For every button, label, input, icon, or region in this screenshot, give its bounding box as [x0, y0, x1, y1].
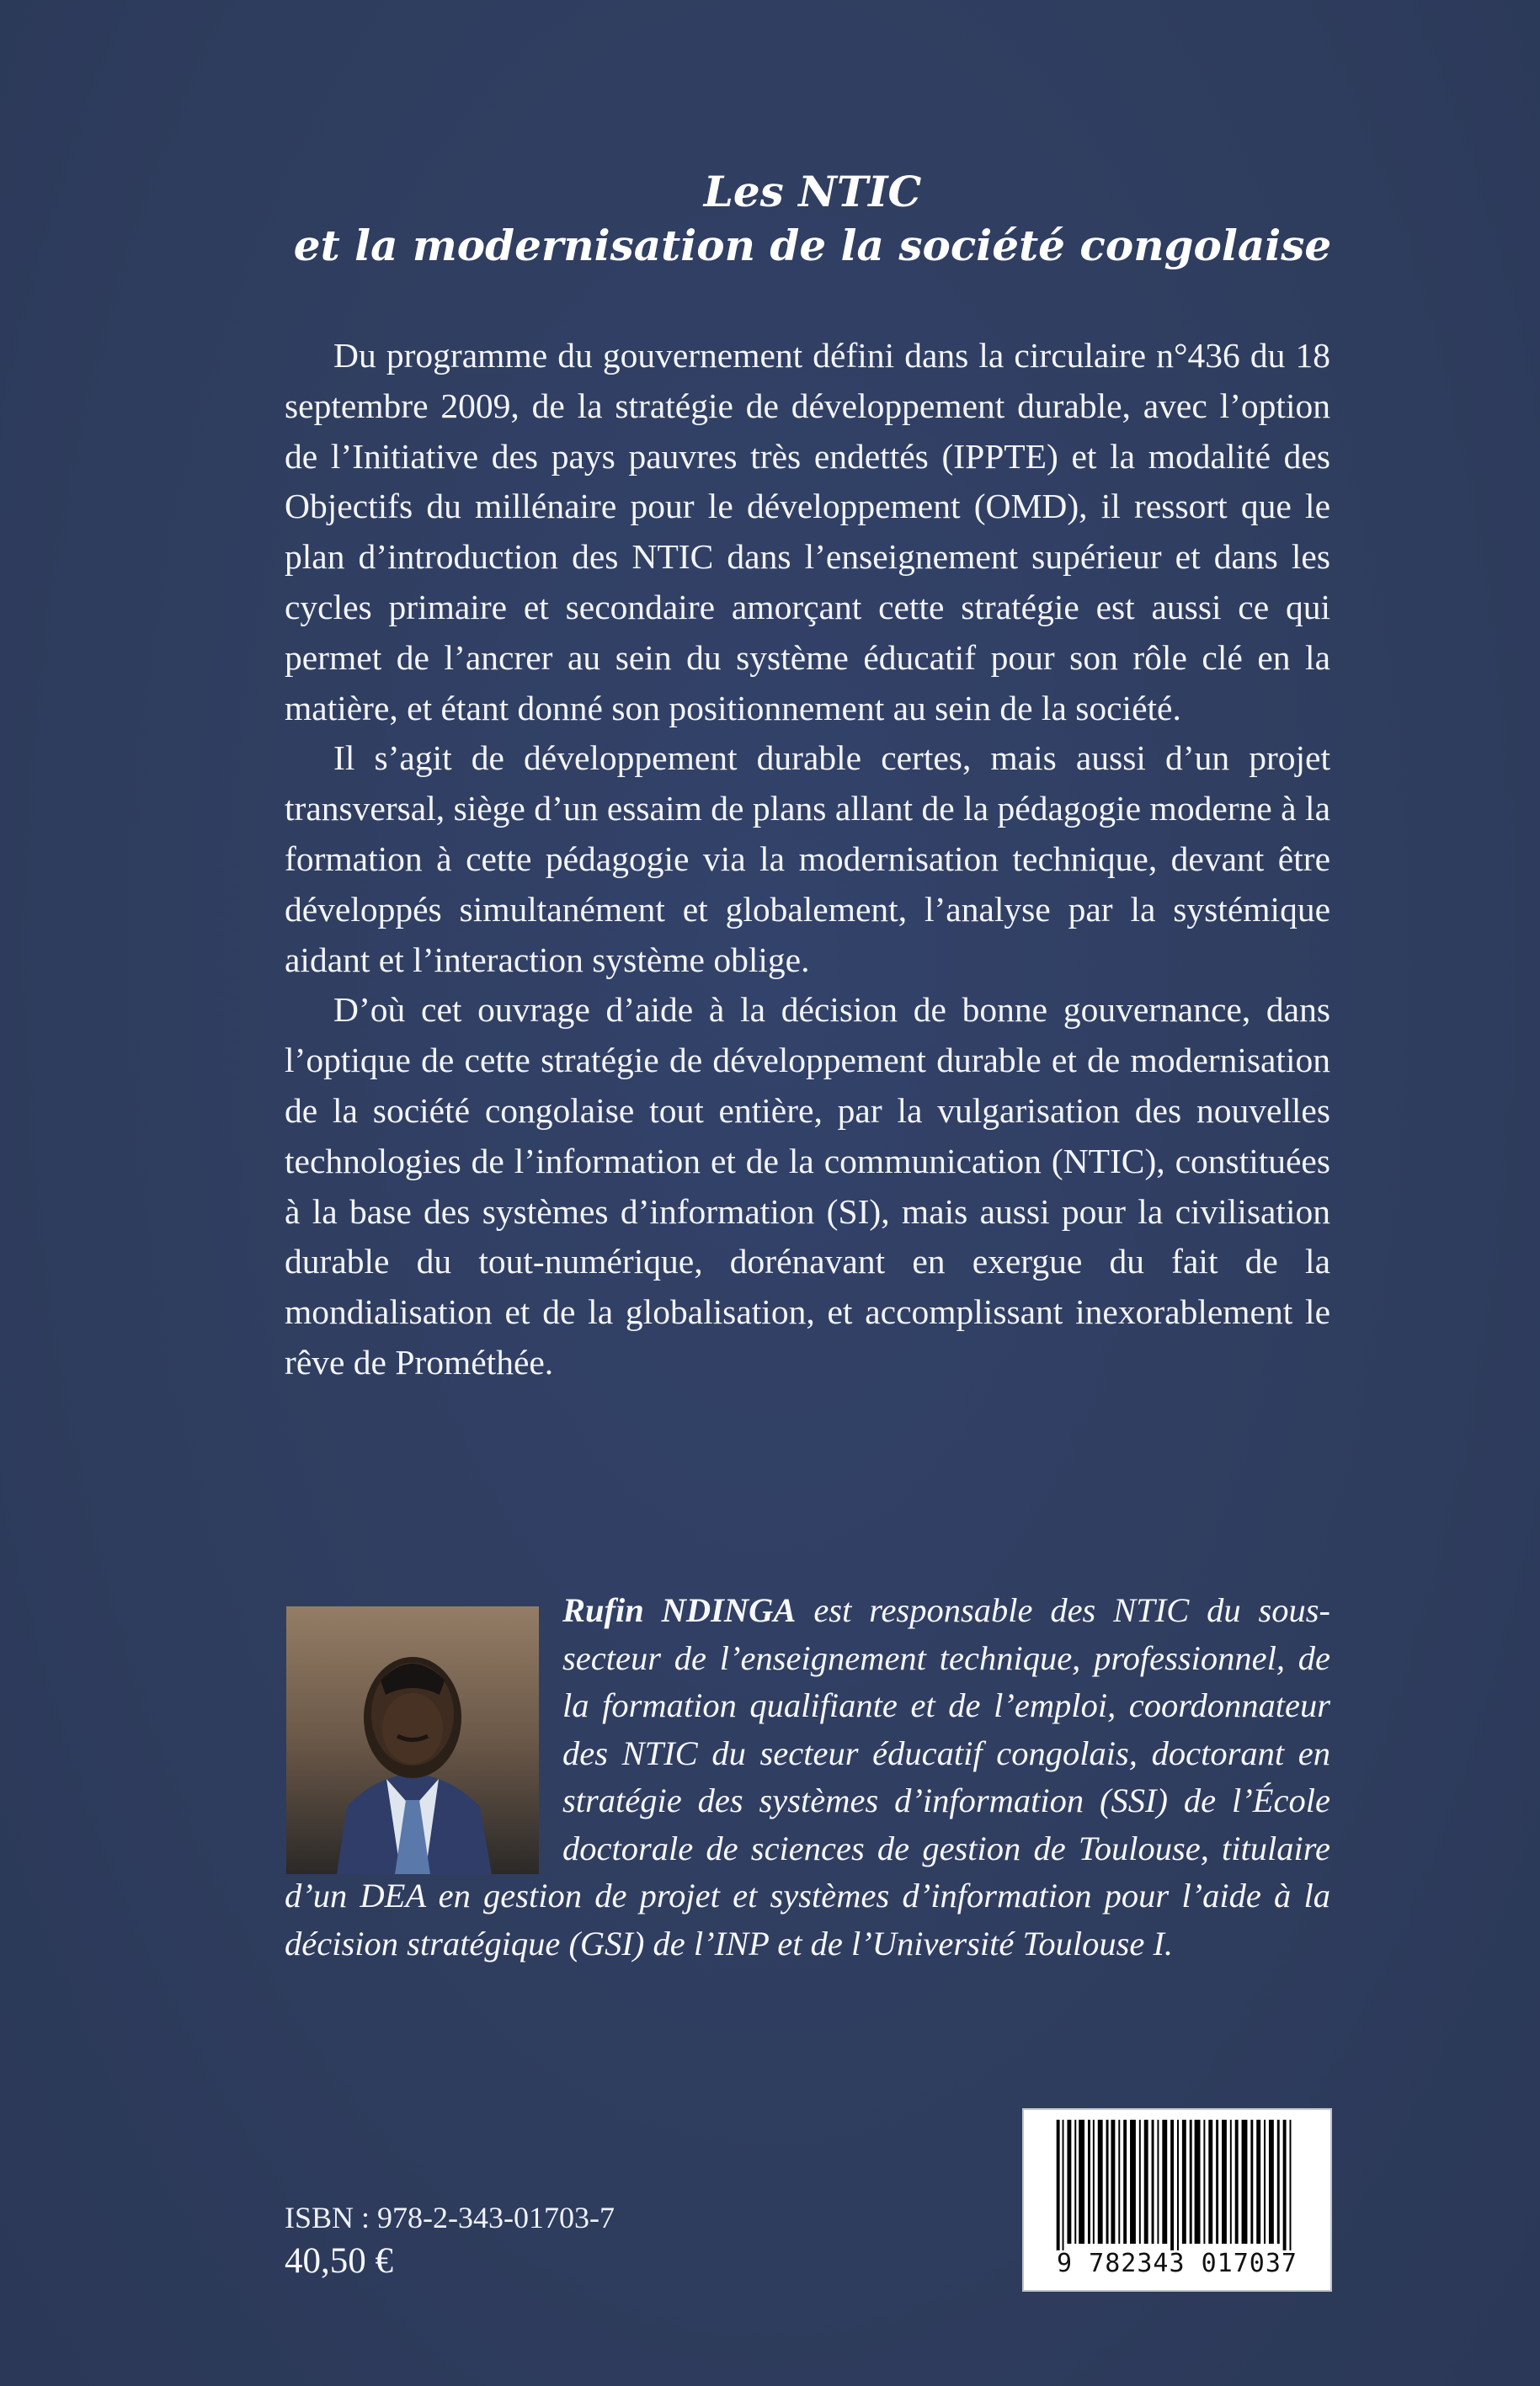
book-title — [152, 165, 1473, 273]
barcode-number: 9 782343 017037 — [1057, 2249, 1298, 2278]
book-summary — [285, 331, 1330, 1388]
book-title-line-1: Les NTIC — [703, 167, 922, 216]
author-name: Rufin NDINGA — [562, 1591, 797, 1629]
summary-paragraph-2: Il s’agit de développement durable certes, mais aussi d’un projet transversal, siège d’un essaim de plans allant de la pédagogie moderne à la formation à cette pédagogie via la modernisation technique, devant être développés simultanément et globalement, l’analyse par la systémique aidant et l’interaction système oblige. — [285, 738, 1330, 979]
summary-paragraph-1: Du programme du gouvernement défini dans la circulaire n°436 du 18 septembre 2009, de la stratégie de développement durable, avec l’option de l’Initiative des pays pauvres très endettés (IPPTE) et la modalité des Objectifs du millénaire pour le développement (OMD), il ressort que le plan d’introduction des NTIC dans l’enseignement supérieur et dans les cycles primaire et secondaire amorçant cette stratégie est aussi ce qui permet de l’ancrer au sein du système éducatif pour son rôle clé en la matière, et étant donné son positionnement au sein de la société. — [285, 336, 1330, 727]
isbn-text: ISBN : 978-2-343-01703-7 — [285, 2201, 615, 2234]
summary-paragraph-3: D’où cet ouvrage d’aide à la décision de bonne gouvernance, dans l’optique de cette stratégie de développement durable et de modernisation de la société congolaise tout entière, par la vulgarisation des nouvelles technologies de l’information et de la communication (NTIC), constituées à la base des systèmes d’information (SI), mais aussi pour la civilisation durable du tout-numérique, dorénavant en exergue du fait de la mondialisation et de la globalisation, et accomplissant inexorablement le rêve de Prométhée. — [285, 990, 1330, 1382]
isbn-barcode — [1022, 2108, 1332, 2292]
author-biography — [285, 1587, 1330, 1968]
author-bio-text: est responsable des NTIC du sous-secteur de l’enseignement technique, professionnel, de la formation qualifiante et de l’emploi, coordonnateur des NTIC du secteur éducatif congolais, doctorant en stratégie des systèmes d’information (SSI) de l’École doctorale de sciences de gestion de Toulouse, titulaire d’un DEA en gestion de projet et systèmes d’information pour l’aide à la décision stratégique (GSI) de l’INP et de l’Université Toulouse I. — [285, 1591, 1330, 1963]
price-text: 40,50 € — [285, 2241, 393, 2281]
book-title-line-2: et la modernisation de la société congolaise — [293, 221, 1332, 270]
author-photo-spacer — [285, 1587, 562, 1858]
